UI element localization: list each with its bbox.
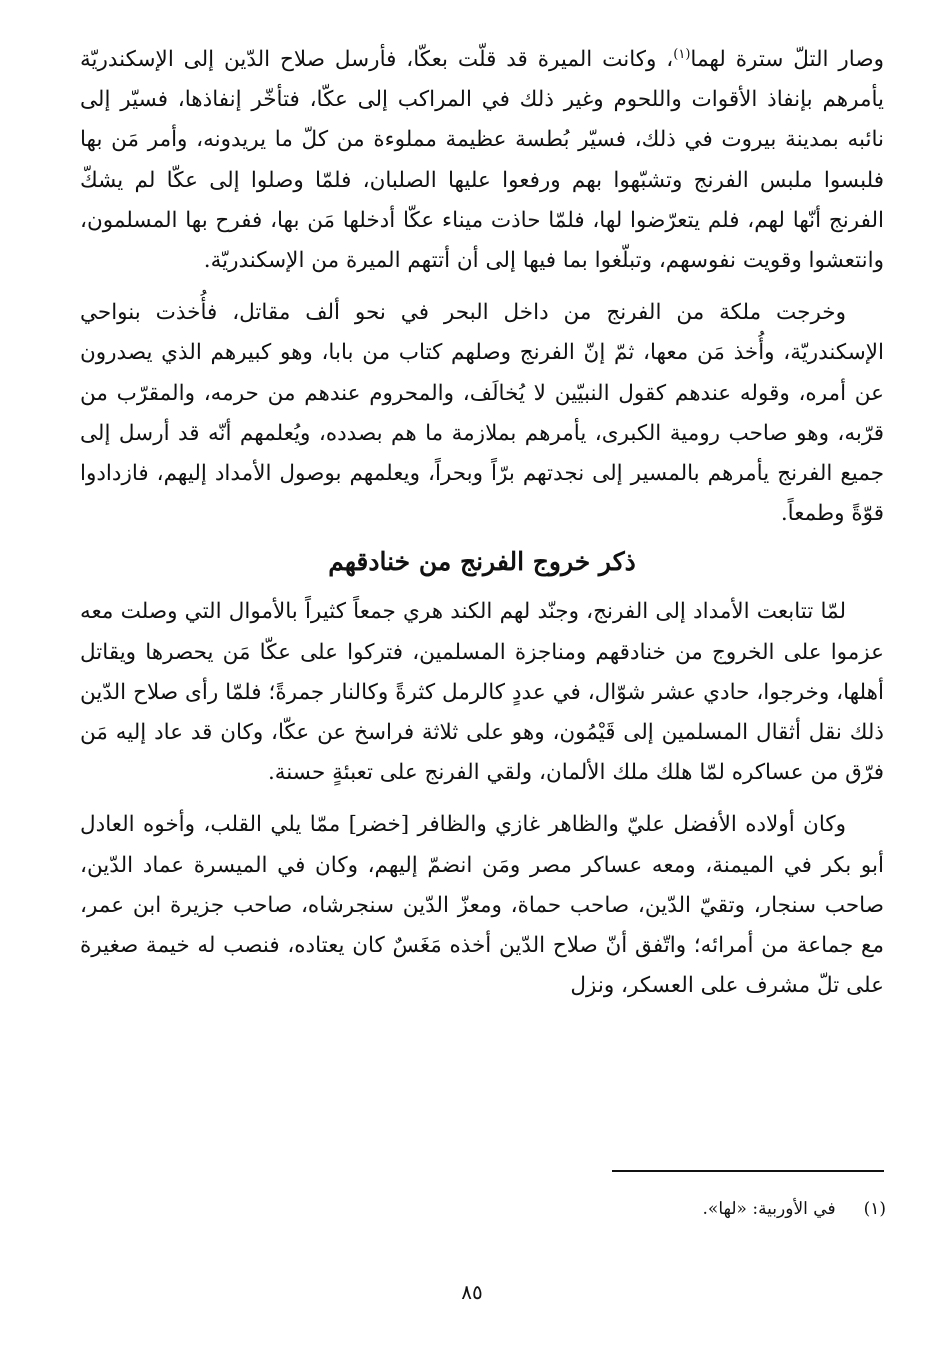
paragraph-1 [80,40,884,281]
footnote-text: في الأوربية: «لها». [702,1199,836,1219]
paragraph-2: وخرجت ملكة من الفرنج من داخل البحر في نحو ألف مقاتل، فأُخذت بنواحي الإسكندريّة، وأُخذ مَن معها، ثمّ إنّ الفرنج وصلهم كتاب من بابا، وهو كبيرهم الذي يصدرون عن أمره، وقوله عندهم كقول النبيّين لا يُخالَف، والمحروم عندهم من حرمه، والمقرّب من قرّبه، وهو صاحب رومية الكبرى، يأمرهم بملازمة ما هم بصدده، ويُعلمهم أنّه قد أرسل إلى جميع الفرنج يأمرهم بالمسير إلى نجدتهم برّاً وبحراً، ويعلمهم بوصول الأمداد إليهم، فازدادوا قوّةً وطمعاً. [80,300,884,527]
page-number: ٨٥ [461,1280,483,1304]
paragraph-1-start: وصار التلّ سترة لهما [690,47,884,72]
paragraph-1-rest: ، وكانت الميرة قد قلّت بعكّا، فأرسل صلاح الدّين إلى الإسكندريّة يأمرهم بإنفاذ الأقوات واللحوم وغير ذلك في المراكب إلى عكّا، فتأخّر إنفاذها، فسيّر إلى نائبه بمدينة بيروت في ذلك، فسيّر بُطسة عظيمة مملوءة من كلّ ما يريدونه، وأمر مَن بها فلبسوا ملبس الفرنج وتشبّهوا بهم ورفعوا عليها الصلبان، فلمّا وصلوا إلى عكّا لم يشكّ الفرنج أنّها لهم، فلم يتعرّضوا لها، فلمّا حاذت ميناء عكّا أدخلها مَن بها، ففرح بها المسلمون، وانتعشوا وقويت نفوسهم، وتبلّغوا بما فيها إلى أن أتتهم الميرة من الإسكندريّة. [80,47,884,274]
footnote-number: (١) [863,1199,886,1219]
footnote-divider [612,1170,884,1172]
footnote [703,1196,886,1222]
main-text [80,40,884,1006]
paragraph-3: لمّا تتابعت الأمداد إلى الفرنج، وجنّد لهم الكند هري جمعاً كثيراً بالأموال التي وصلت معه عزموا على الخروج من خنادقهم ومناجزة المسلمين، فتركوا على عكّا مَن يحصرها ويقاتل أهلها، وخرجوا، حادي عشر شوّال، في عددٍ كالرمل كثرةً وكالنار جمرةً؛ فلمّا رأى صلاح الدّين ذلك نقل أثقال المسلمين إلى قَيْمُون، وهو على ثلاثة فراسخ عن عكّا، وكان قد عاد إليه مَن فرّق من عساكره لمّا هلك ملك الألمان، ولقي الفرنج على تعبئةٍ حسنة. [80,599,884,786]
footnote-reference: (١) [673,46,691,62]
section-heading: ذكر خروج الفرنج من خنادقهم [328,547,636,577]
paragraph-4: وكان أولاده الأفضل عليّ والظاهر غازي والظافر [خضر] ممّا يلي القلب، وأخوه العادل أبو بكر في الميمنة، ومعه عساكر مصر ومَن انضمّ إليهم، وكان في الميسرة عماد الدّين، صاحب سنجار، وتقيّ الدّين، صاحب حماة، ومعزّ الدّين سنجرشاه، صاحب جزيرة ابن عمر، مع جماعة من أمرائه؛ واتّفق أنّ صلاح الدّين أخذه مَغَسٌ كان يعتاده، فنصب له خيمة صغيرة على تلّ مشرف على العسكر، ونزل [80,812,884,999]
